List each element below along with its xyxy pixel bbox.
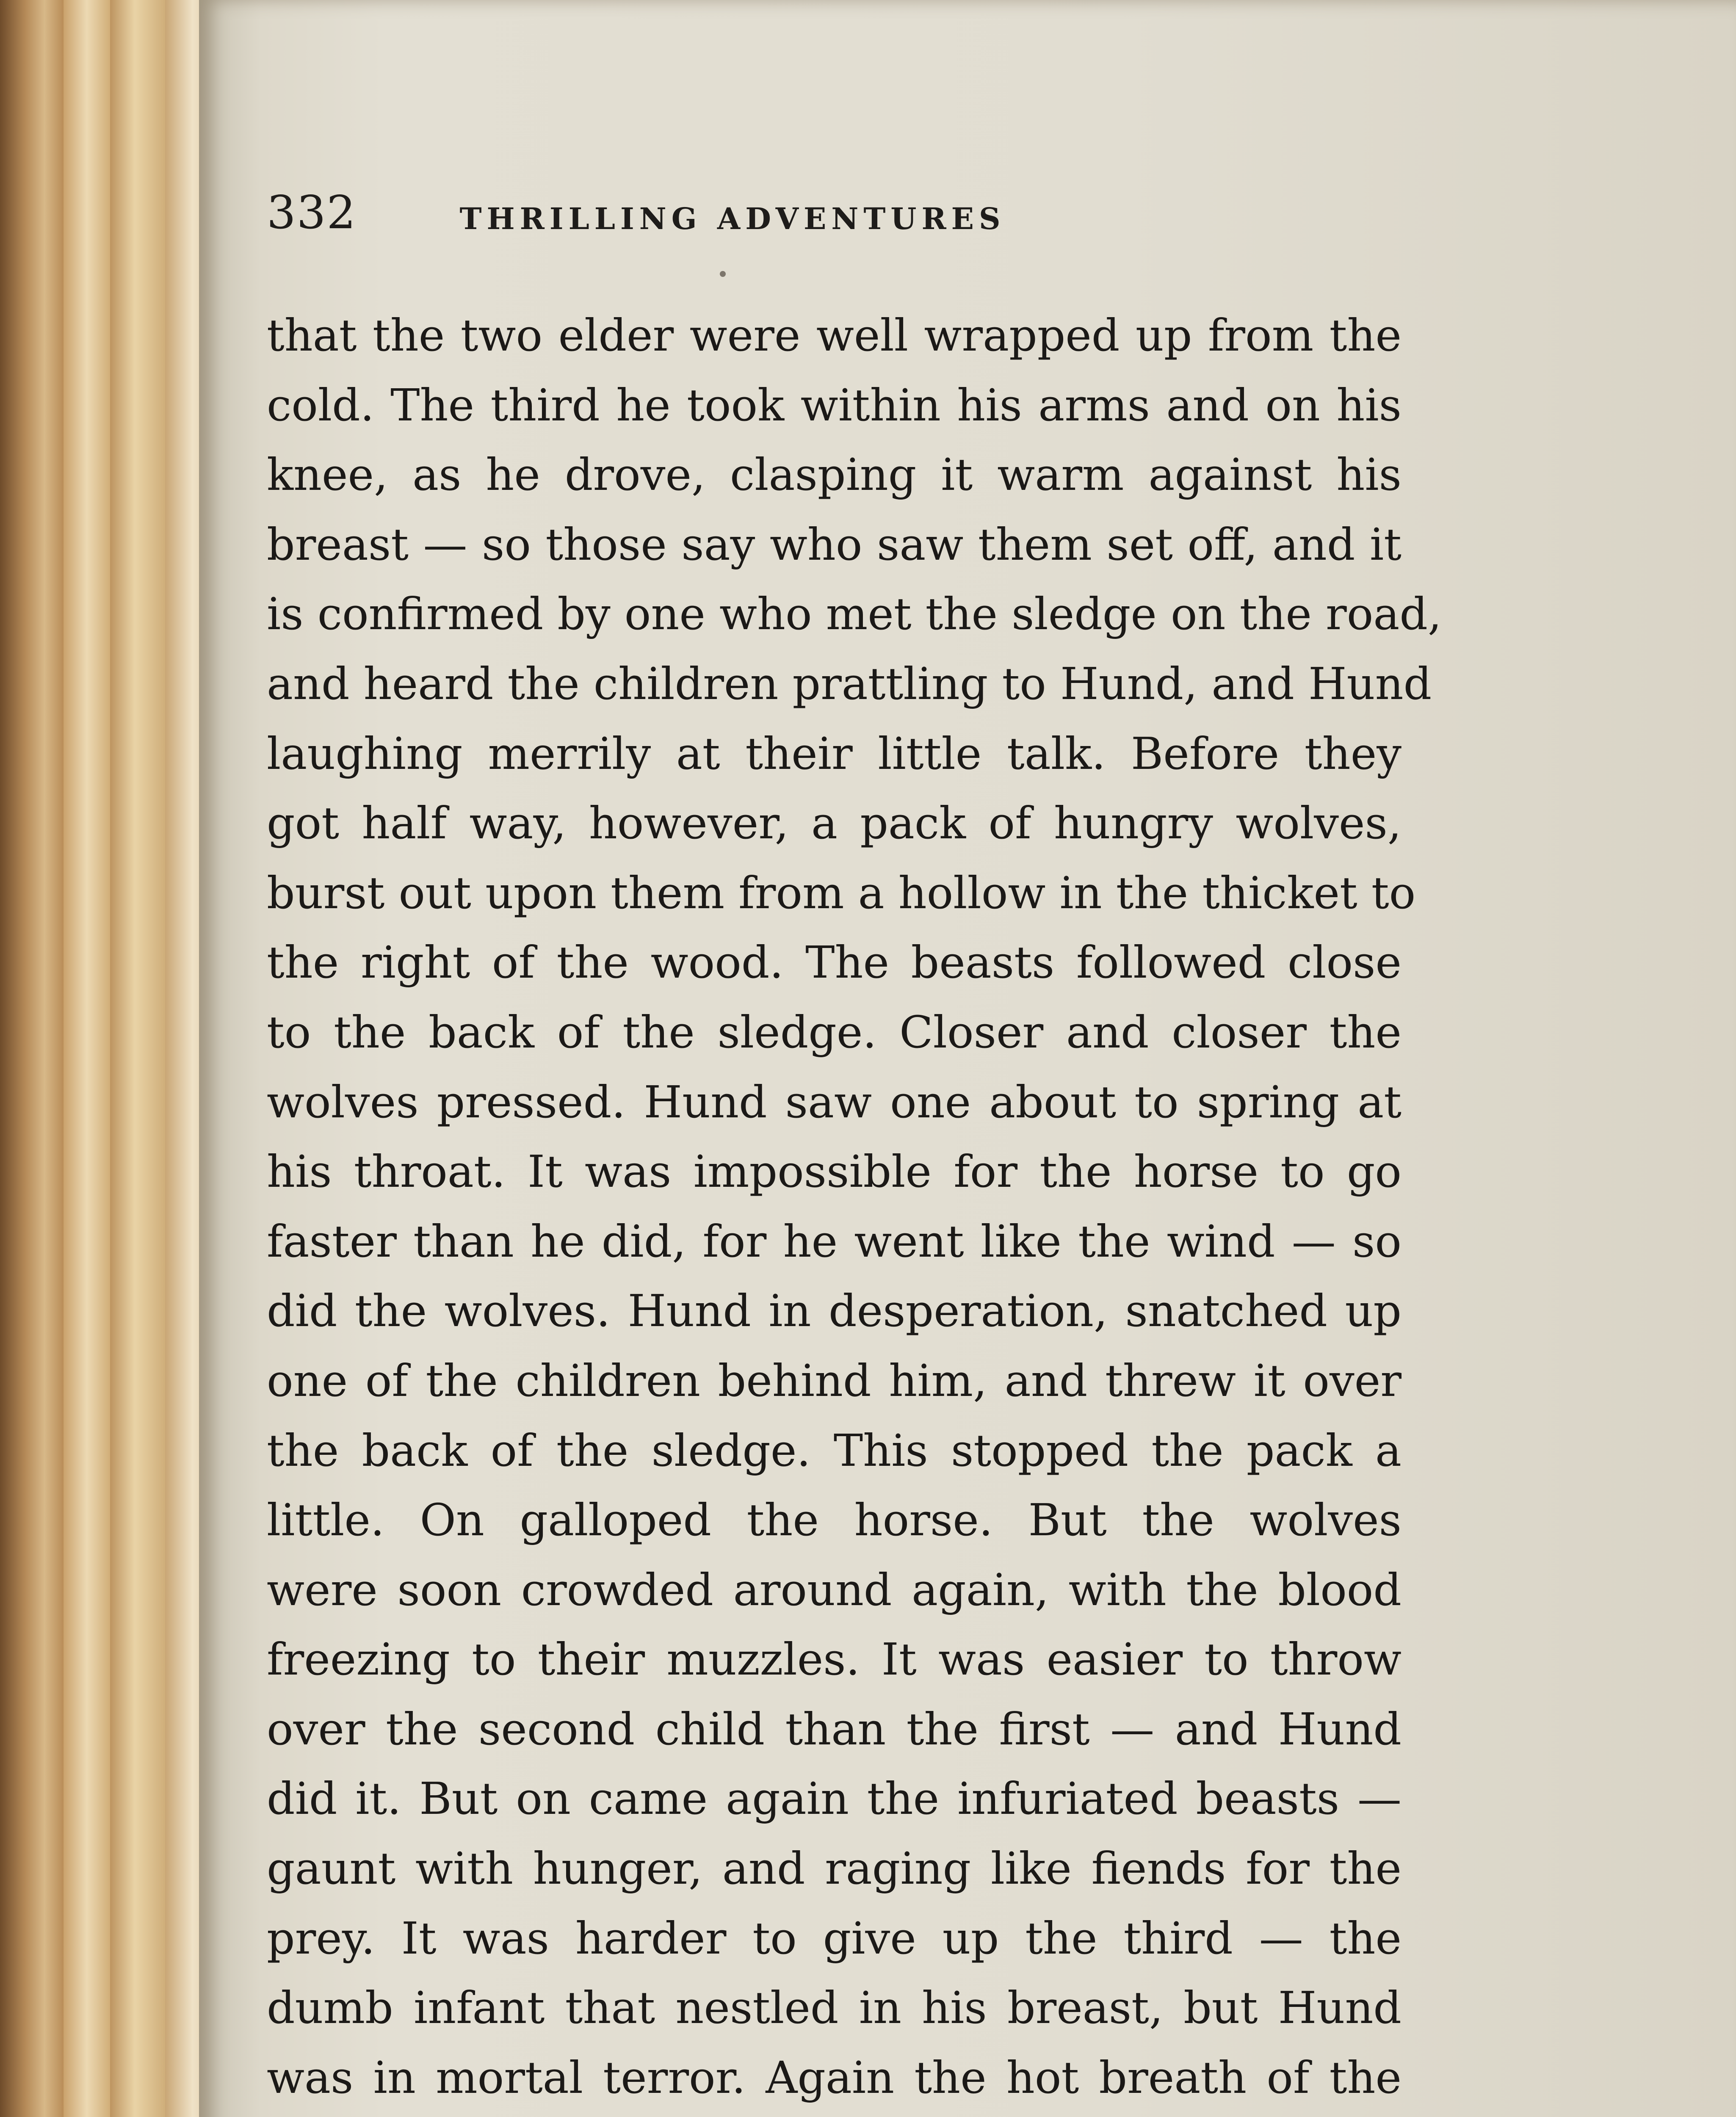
text-line: knee, as he drove, clasping it warm against his (267, 449, 1402, 501)
text-line: is confirmed by one who met the sledge on the road, (267, 588, 1442, 640)
text-line: burst out upon them from a hollow in the thicket to (267, 867, 1416, 919)
text-line: the back of the sledge. This stopped the pack a (267, 1424, 1402, 1476)
text-line (267, 2112, 1402, 2117)
text-line: cold. The third he took within his arms and on his (267, 379, 1402, 431)
page-number: 332 (267, 186, 357, 239)
text-line: gaunt with hunger, and raging like fiends for the (267, 1843, 1402, 1895)
page-edge-stack (0, 0, 220, 2117)
text-line: to the back of the sledge. Closer and closer the (267, 1006, 1402, 1058)
text-line: dumb infant that nestled in his breast, but Hund (267, 1982, 1402, 2034)
text-line: prey. It was harder to give up the third — the (267, 1912, 1402, 1964)
text-line: wolves pressed. Hund saw one about to spring at (267, 1076, 1402, 1128)
page-header (267, 182, 1325, 246)
running-head: THRILLING ADVENTURES (459, 201, 1006, 236)
ink-speck (720, 271, 726, 277)
page-edge (110, 0, 165, 2117)
text-line: laughing merrily at their little talk. Before they (267, 727, 1402, 779)
page-edge (64, 0, 110, 2117)
text-line: was in mortal terror. Again the hot breath of the (267, 2051, 1402, 2103)
text-line: got half way, however, a pack of hungry wolves, (267, 797, 1402, 849)
text-line: did the wolves. Hund in desperation, snatched up (267, 1285, 1402, 1337)
body-text (267, 301, 1442, 2117)
text-line: little. On galloped the horse. But the wolves (267, 1494, 1402, 1546)
text-line: one of the children behind him, and threw it over (267, 1354, 1402, 1407)
text-line: that the two elder were well wrapped up from the (267, 310, 1402, 361)
text-line: over the second child than the first — and Hund (267, 1703, 1402, 1755)
text-line: freezing to their muzzles. It was easier to throw (267, 1633, 1402, 1686)
page-edge (0, 0, 64, 2117)
text-line: faster than he did, for he went like the wind — so (267, 1215, 1402, 1267)
text-line: did it. But on came again the infuriated beasts — (267, 1773, 1402, 1825)
text-line: his throat. It was impossible for the horse to go (267, 1146, 1402, 1198)
text-line: and heard the children prattling to Hund, and Hund (267, 658, 1432, 710)
text-line: were soon crowded around again, with the blood (267, 1564, 1402, 1616)
text-line: breast — so those say who saw them set off, and it (267, 518, 1402, 570)
text-line: the right of the wood. The beasts followed close (267, 937, 1402, 989)
